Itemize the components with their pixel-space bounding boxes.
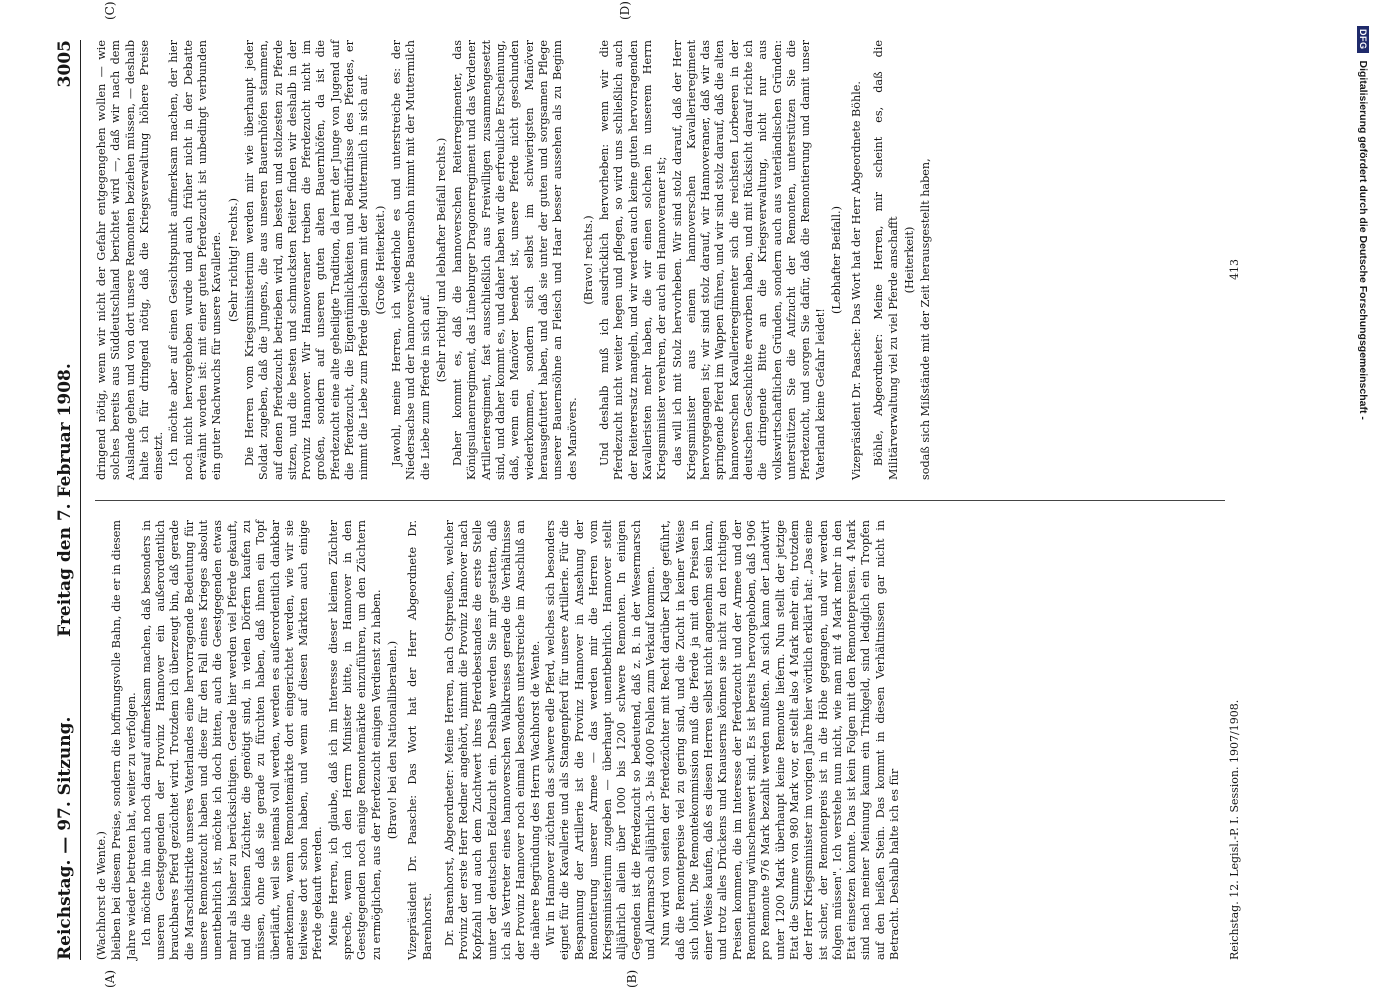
paragraph: dringend nötig, wenn wir nicht der Gefahr entgegengehen wollen — wie solches bereits aus Süddeutschland berichtet wird —, daß wir nach dem Auslande gehen und von dort unsere Remonten beziehen müssen, — deshalb halte ich für dringend nötig, daß die Kriegsverwaltung höhere Preise einsetzt. [95, 40, 166, 480]
applause-note: (Große Heiterkeit.) [373, 205, 387, 315]
speaker-note: (Wachhorst de Wente.) [95, 831, 108, 960]
applause-note: (Heiterkeit) [903, 226, 917, 294]
footer-session-info: Reichstag. 12. Legisl.-P. I. Session. 1907/1908. [1228, 699, 1241, 960]
paragraph: Böhle, Abgeordneter: Meine Herren, mir scheint es, daß die Militärverwaltung viel zu viel Pferde anschafft [872, 40, 900, 480]
applause-note: (Sehr richtig! rechts.) [226, 197, 240, 323]
paragraph: das will ich mit Stolz hervorheben. Wir sind stolz darauf, daß der Herr Kriegsminister aus einem hannoverschen Kavallerieregiment hervorgegangen ist; wir sind stolz darauf, wir Hannoveraner, daß wir das springende Pferd im Wappen führen, und wir sind stolz darauf, daß die alten hannoverschen Kavallerieregimenter sich die reichsten Lorbeeren in der deutschen Geschichte erworben haben, und mit Rücksicht darauf richte ich die dringende Bitte an die Kriegsverwaltung, nicht nur aus volkswirtschaftlichen Gründen, sondern auch aus vaterländischen Gründen: unterstützen Sie die Aufzucht der Remonten, unterstützen Sie die Pferdezucht, und sorgen Sie dafür, daß die Remontierung und damit unser Vaterland keine Gefahr leidet! [670, 40, 827, 480]
margin-marker-d: (D) [618, 1, 632, 20]
paragraph: sodaß sich Mißstände mit der Zeit herausgestellt haben, [919, 158, 933, 480]
digitization-note-text-row [1352, 26, 1374, 966]
dfg-logo: DFG [1357, 26, 1369, 53]
margin-marker-b: (B) [625, 969, 639, 988]
president-remark: Vizepräsident Dr. Paasche: Das Wort hat der Herr Abgeordnete Dr. Barenhorst. [406, 520, 434, 960]
paragraph: Ich möchte ihn auch noch darauf aufmerksam machen, daß besonders in unseren Geestgegenden der Provinz Hannover ein außerordentlich brauchbares Pferd gezüchtet wird. Trotzdem ich überzeugt bin, daß gerade die Marschdistrikte unseres Vaterlandes eine hervorragende Bedeutung für unsere Remontezucht haben und diese für den Fall eines Krieges absolut unentbehrlich ist, möchte ich doch bitten, auch die Geestgegenden etwas mehr als bisher zu berücksichtigen. Gerade hier werden viel Pferde gekauft, und die kleinen Züchter, die genötigt sind, in vielen Dörfern kaufen zu müssen, ohne daß sie gerade zu fürchten haben, daß ihnen ein Topf überläuft, weil sie niemals voll werden, werden es außerordentlich dankbar anerkennen, wenn Remontemärkte dort eingerichtet werden, wie wir sie teilweise dort schon haben, und wenn auf diesen Märkten auch einige Pferde gekauft werden. [139, 520, 325, 960]
applause-note: (Lebhafter Beifall.) [829, 206, 843, 314]
paragraph: Meine Herren, ich glaube, daß ich im Interesse dieser kleinen Züchter spreche, wenn ich den Herrn Minister bitte, in Hannover in den Geestgegenden noch einige Remontemärkte einzuführen, um den Züchtern zu ermöglichen, aus der Pferdezucht einigen Verdienst zu haben. [326, 520, 383, 960]
applause-note: (Bravo! rechts.) [581, 215, 595, 305]
paragraph: Jawohl, meine Herren, ich wiederhole es und unterstreiche es: der Niedersachse und der hannoversche Bauernsohn nimmt mit der Muttermilch die Liebe zum Pferde in sich auf. [389, 40, 432, 480]
digitization-credit: Digitalisierung gefördert durch die Deutsche Forschungsgemeinschaft - [1357, 60, 1369, 420]
paragraph: Und deshalb muß ich ausdrücklich hervorheben: wenn wir die Pferdezucht nicht weiter hegen und pflegen, so wird uns schließlich auch der Reiterersatz mangeln, und wir werden auch keine guten hervorragenden Kavalleristen mehr haben, die wir einen solchen in unserem Herrn Kriegsminister verehren, der auch ein Hannoveraner ist; [598, 40, 669, 480]
paragraph: Dr. Barenhorst, Abgeordneter: Meine Herren, nach Ostpreußen, welcher Provinz der erste Herr Redner angehört, nimmt die Provinz Hannover nach Kopfzahl und auch dem Zuchtwert ihres Pferdebestandes die erste Stelle unter der deutschen Edelzucht ein. Deshalb werden Sie mir gestatten, daß ich als Vertreter eines hannoverschen Wahlkreises gerade die Verhältnisse der Provinz Hannover noch einmal besonders unterstreiche im Anschluß an die nähere Begründung des Herrn Wachhorst de Wente. [442, 520, 542, 960]
paragraph: Daher kommt es, daß die hannoverschen Reiterregimenter, das Königsulanenregiment, das Lüneburger Dragonerregiment und das Verdener Artillerieregiment, fast ausschließlich aus Freiwilligen zusammengesetzt sind, und daher kommt es, und daher haben wir die erfreuliche Erscheinung, daß, wenn ein Manöver beendet ist, unsere Pferde nicht geschunden wiederkommen, sondern sich selbst im schwierigsten Manöver herausgefuttert haben, und daß sie unter der guten und sorgsamen Pflege unserer Bauernsöhne an Fleisch und Haar besser aussehen als zu Beginn des Manövers. [451, 40, 579, 480]
margin-marker-c: (C) [103, 1, 117, 20]
digitization-note [1352, 26, 1374, 976]
applause-note: (Sehr richtig! und lebhafter Beifall rechts.) [434, 137, 448, 383]
page-header [50, 40, 81, 960]
paragraph: Nun wird von seiten der Pferdezüchter mit Recht darüber Klage geführt, daß die Remontepreise viel zu gering sind, und die Zucht in keiner Weise sich lohnt. Die Remontekommission muß die Pferde ja mit den Preisen in einer Weise kaufen, daß es diesen Herren selbst nicht angenehm sein kann, und trotz alles Drückens und Knauserns können sie nicht zu den richtigen Preisen kommen, die im Interesse der Pferdezucht und der Armee und der Remontierung wünschenswert sind. Es ist bereits hervorgehoben, daß 1906 pro Remonte 976 Mark bezahlt werden mußten. An sich kann der Landwirt unter 1200 Mark überhaupt keine Remonte liefern. Nun stellt der jetzige Etat die Summe von 980 Mark vor, er stellt also 4 Mark mehr ein, trotzdem der Herr Kriegsminister im vorigen Jahre hier wörtlich erklärt hat: „Das eine ist sicher, der Remontepreis ist in die Höhe gegangen, und wir werden folgen müssen". Ich verstehe nun nicht, wie man mit 4 Mark mehr in den Etat einsetzen konnte. Das ist kein Folgen mit den Remontepreisen. 4 Mark sind nach meiner Meinung kaum ein Trinkgeld, sind lediglich ein Tropfen auf den heißen Stein. Das kommt in diesen Verhältnissen gar nicht in Betracht. Deshalb halte ich es für [659, 520, 902, 960]
applause-note: (Bravo! bei den Nationalliberalen.) [385, 640, 399, 840]
header-date: Freitag den 7. Februar 1908. [55, 363, 75, 637]
header-session: Reichstag. — 97. Sitzung. [55, 716, 75, 960]
paragraph: Ich möchte aber auf einen Gesichtspunkt aufmerksam machen, der hier noch nicht hervorgehoben wurde und auch früher nicht in der Debatte erwähnt worden ist: mit einer guten Pferdezucht ist unbedingt verbunden ein guter Nachwuchs für unsere Kavallerie. [167, 40, 224, 480]
paragraph: bleiben bei diesem Preise, sondern die hoffnungsvolle Bahn, die er in diesem Jahre wieder betreten hat, weiter zu verfolgen. [110, 520, 138, 960]
paragraph: Wir in Hannover züchten das schwere edle Pferd, welches sich besonders eignet für die Kavallerie und als Stangenpferd für unsere Artillerie. Für die Bespannung der Artillerie ist die Provinz Hannover in Ansehung der Remontierung unserer Armee — das werden mir die Herren vom Kriegsministerium zugeben — überhaupt unentbehrlich. Hannover stellt alljährlich allein über 1000 bis 1200 schwere Remonten. In einigen Gegenden ist die Pferdezucht so bedeutend, daß z. B. in der Wesermarsch und Allermarsch alljährlich 3- bis 4000 Fohlen zum Verkauf kommen. [543, 520, 657, 960]
president-remark: Vizepräsident Dr. Paasche: Das Wort hat der Herr Abgeordnete Böhle. [850, 81, 864, 480]
paragraph: Die Herren vom Kriegsministerium werden mir wie überhaupt jeder Soldat zugeben, daß die Jungens, die aus unseren Bauernhöfen stammen, auf denen Pferdezucht betrieben wird, am besten und stolzesten zu Pferde sitzen, und die besten und schmucksten Reiter finden wir deshalb in der Provinz Hannover. Wir Hannoveraner treiben die Pferdezucht nicht im großen, sondern auf unseren guten alten Bauernhöfen, da ist die Pferdezucht eine alte geheiligte Tradition, da lernt der Junge von Jugend auf die Pferdezucht, die Eigentümlichkeiten und Bedürfnisse des Pferdes, er nimmt die Liebe zum Pferde gleichsam mit der Muttermilch in sich auf. [242, 40, 371, 480]
left-column [95, 520, 903, 960]
column-divider [95, 500, 1225, 501]
right-column [95, 40, 935, 480]
footer-sheet-number: 413 [1228, 259, 1241, 280]
header-page-number: 3005 [55, 40, 75, 88]
margin-marker-a: (A) [103, 969, 117, 988]
